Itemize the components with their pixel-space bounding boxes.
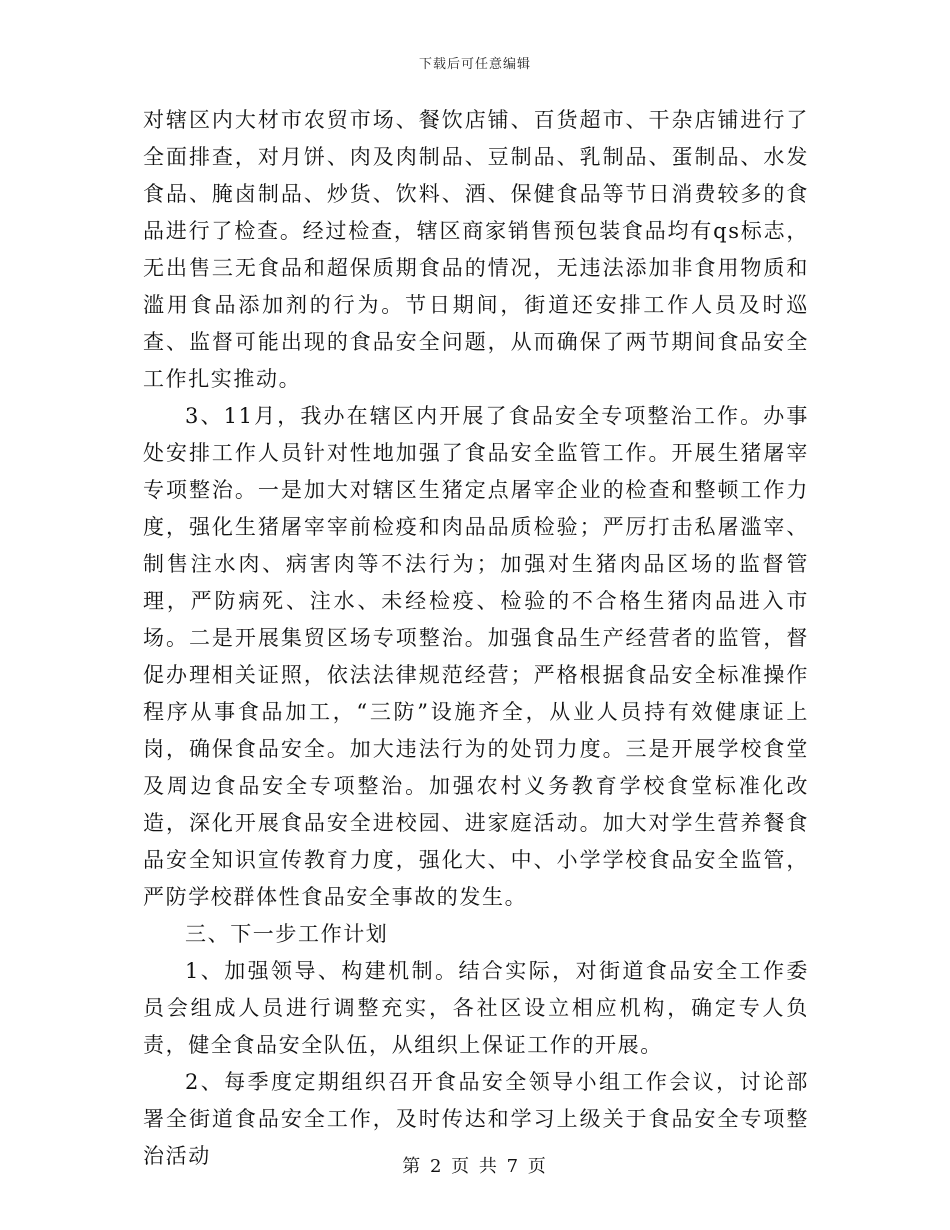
paragraph-inspection-results: 对辖区内大材市农贸市场、餐饮店铺、百货超市、干杂店铺进行了全面排查，对月饼、肉及肉制品、豆制品、乳制品、蛋制品、水发食品、腌卤制品、炒货、饮料、酒、保健食品等节日消费较多的食品进行了检查。经过检查，辖区商家销售预包装食品均有qs标志，无出售三无食品和超保质期食品的情况，无违法添加非食用物质和滥用食品添加剂的行为。节日期间，街道还安排工作人员及时巡查、监督可能出现的食品安全问题，从而确保了两节期间食品安全工作扎实推动。 xyxy=(143,108,809,391)
document-body xyxy=(143,102,809,1175)
page-number: 第 2 页 共 7 页 xyxy=(402,1156,548,1177)
header-note: 下载后可任意编辑 xyxy=(418,57,531,72)
paragraph-plan-item-1: 1、加强领导、构建机制。结合实际，对街道食品安全工作委员会组成人员进行调整充实，各社区设立相应机构，确定专人负责，健全食品安全队伍，从组织上保证工作的开展。 xyxy=(143,959,809,1057)
paragraph-special-rectification: 3、11月，我办在辖区内开展了食品安全专项整治工作。办事处安排工作人员针对性地加强了食品安全监管工作。开展生猪屠宰专项整治。一是加大对辖区生猪定点屠宰企业的检查和整顿工作力度，强化生猪屠宰宰前检疫和肉品品质检验；严厉打击私屠滥宰、制售注水肉、病害肉等不法行为；加强对生猪肉品区场的监督管理，严防病死、注水、未经检疫、检验的不合格生猪肉品进入市场。二是开展集贸区场专项整治。加强食品生产经营者的监管，督促办理相关证照，依法法律规范经营；严格根据食品安全标准操作程序从事食品加工，“三防”设施齐全，从业人员持有效健康证上岗，确保食品安全。加大违法行为的处罚力度。三是开展学校食堂及周边食品安全专项整治。加强农村义务教育学校食堂标准化改造，深化开展食品安全进校园、进家庭活动。加大对学生营养餐食品安全知识宣传教育力度，强化大、中、小学学校食品安全监管，严防学校群体性食品安全事故的发生。 xyxy=(143,404,809,909)
paragraph-plan-item-2: 2、每季度定期组织召开食品安全领导小组工作会议，讨论部署全街道食品安全工作，及时传达和学习上级关于食品安全专项整治活动 xyxy=(143,1070,809,1168)
section-heading-next-plan: 三、下一步工作计划 xyxy=(185,922,389,946)
